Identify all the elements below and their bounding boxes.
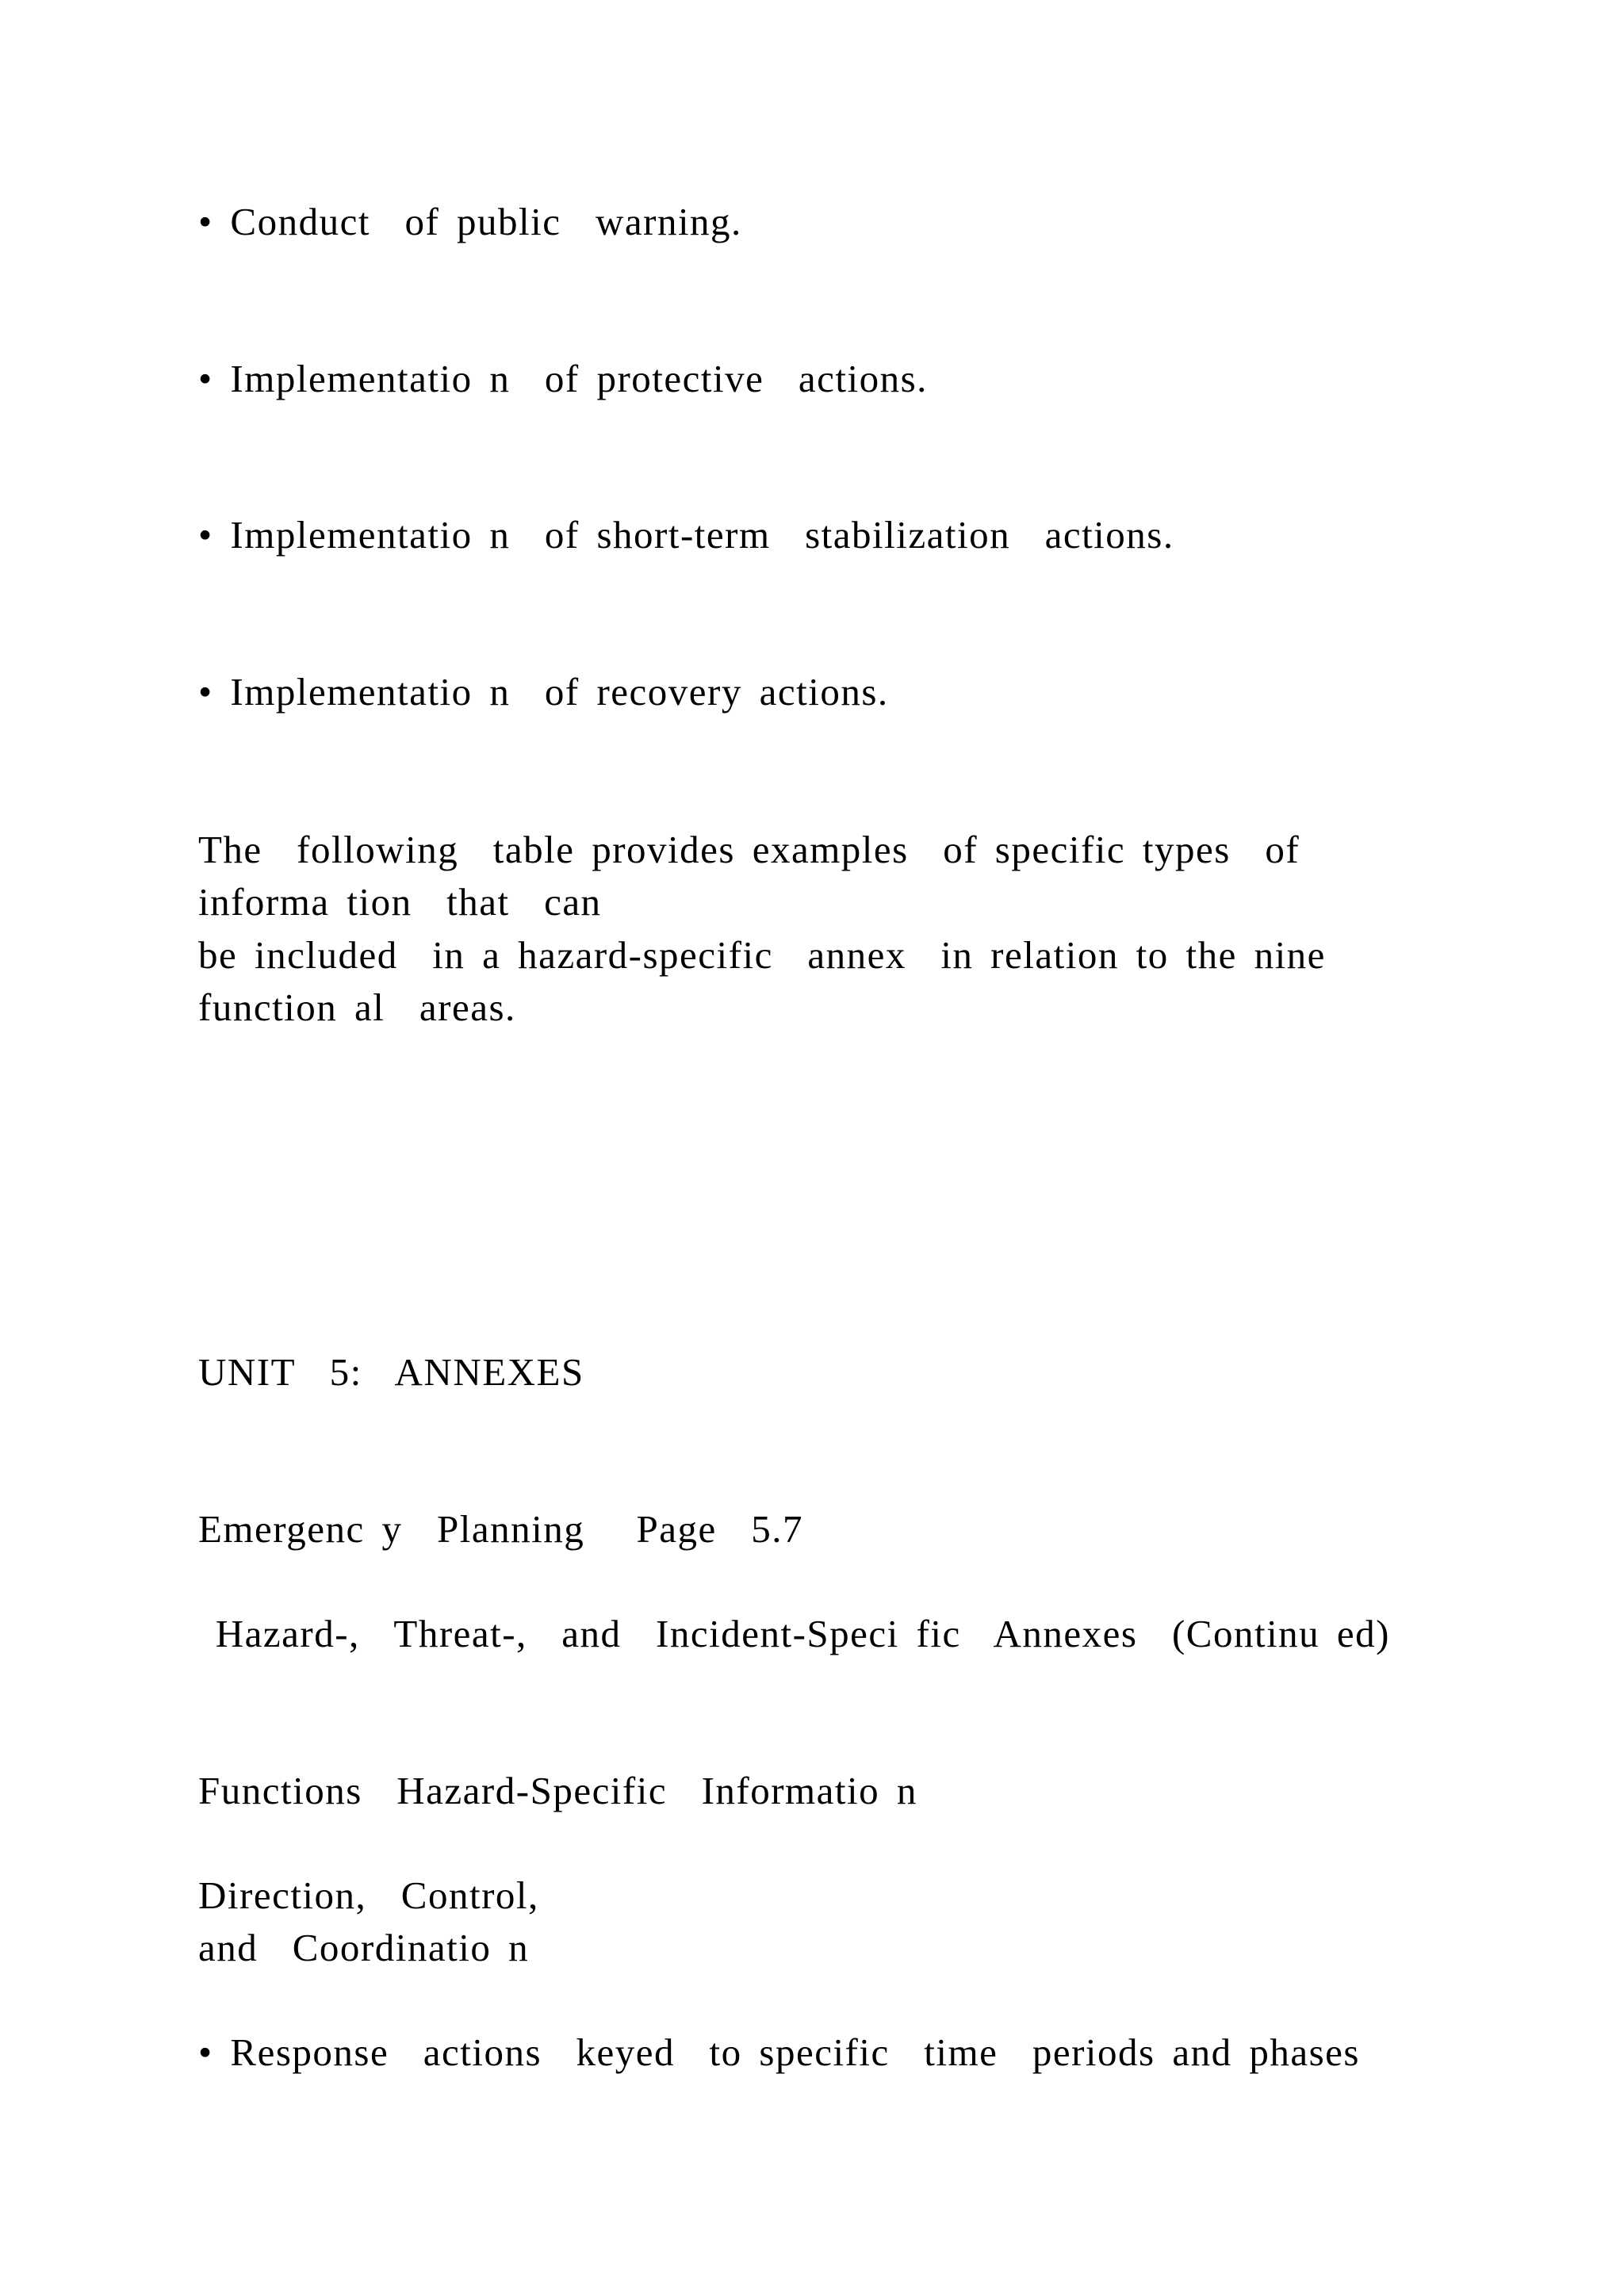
bullet-stabilization-actions: • Implementatio n of short-term stabilization actions. — [198, 513, 1174, 557]
bullet-protective-actions: • Implementatio n of protective actions. — [198, 357, 928, 400]
section-title: Hazard-, Threat-, and Incident-Speci fic Annexes (Continu ed) — [198, 1612, 1390, 1655]
paragraph-line-1: The following table provides examples of specific types of — [198, 828, 1300, 871]
bullet-recovery-actions: • Implementatio n of recovery actions. — [198, 670, 889, 714]
bullet-public-warning: • Conduct of public warning. — [198, 200, 742, 243]
table-header: Functions Hazard-Specific Informatio n — [198, 1769, 917, 1812]
function-name-line-2: and Coordinatio n — [198, 1926, 530, 1969]
paragraph-line-2: informa tion that can — [198, 880, 602, 924]
unit-heading: UNIT 5: ANNEXES — [198, 1350, 584, 1394]
function-name-line-1: Direction, Control, — [198, 1873, 539, 1917]
page-label: Emergenc y Planning Page 5.7 — [198, 1507, 803, 1551]
paragraph-line-3: be included in a hazard-specific annex in relation to the nine — [198, 933, 1326, 977]
function-bullet: • Response actions keyed to specific time periods and phases — [198, 2030, 1360, 2074]
paragraph-line-4: function al areas. — [198, 985, 516, 1029]
